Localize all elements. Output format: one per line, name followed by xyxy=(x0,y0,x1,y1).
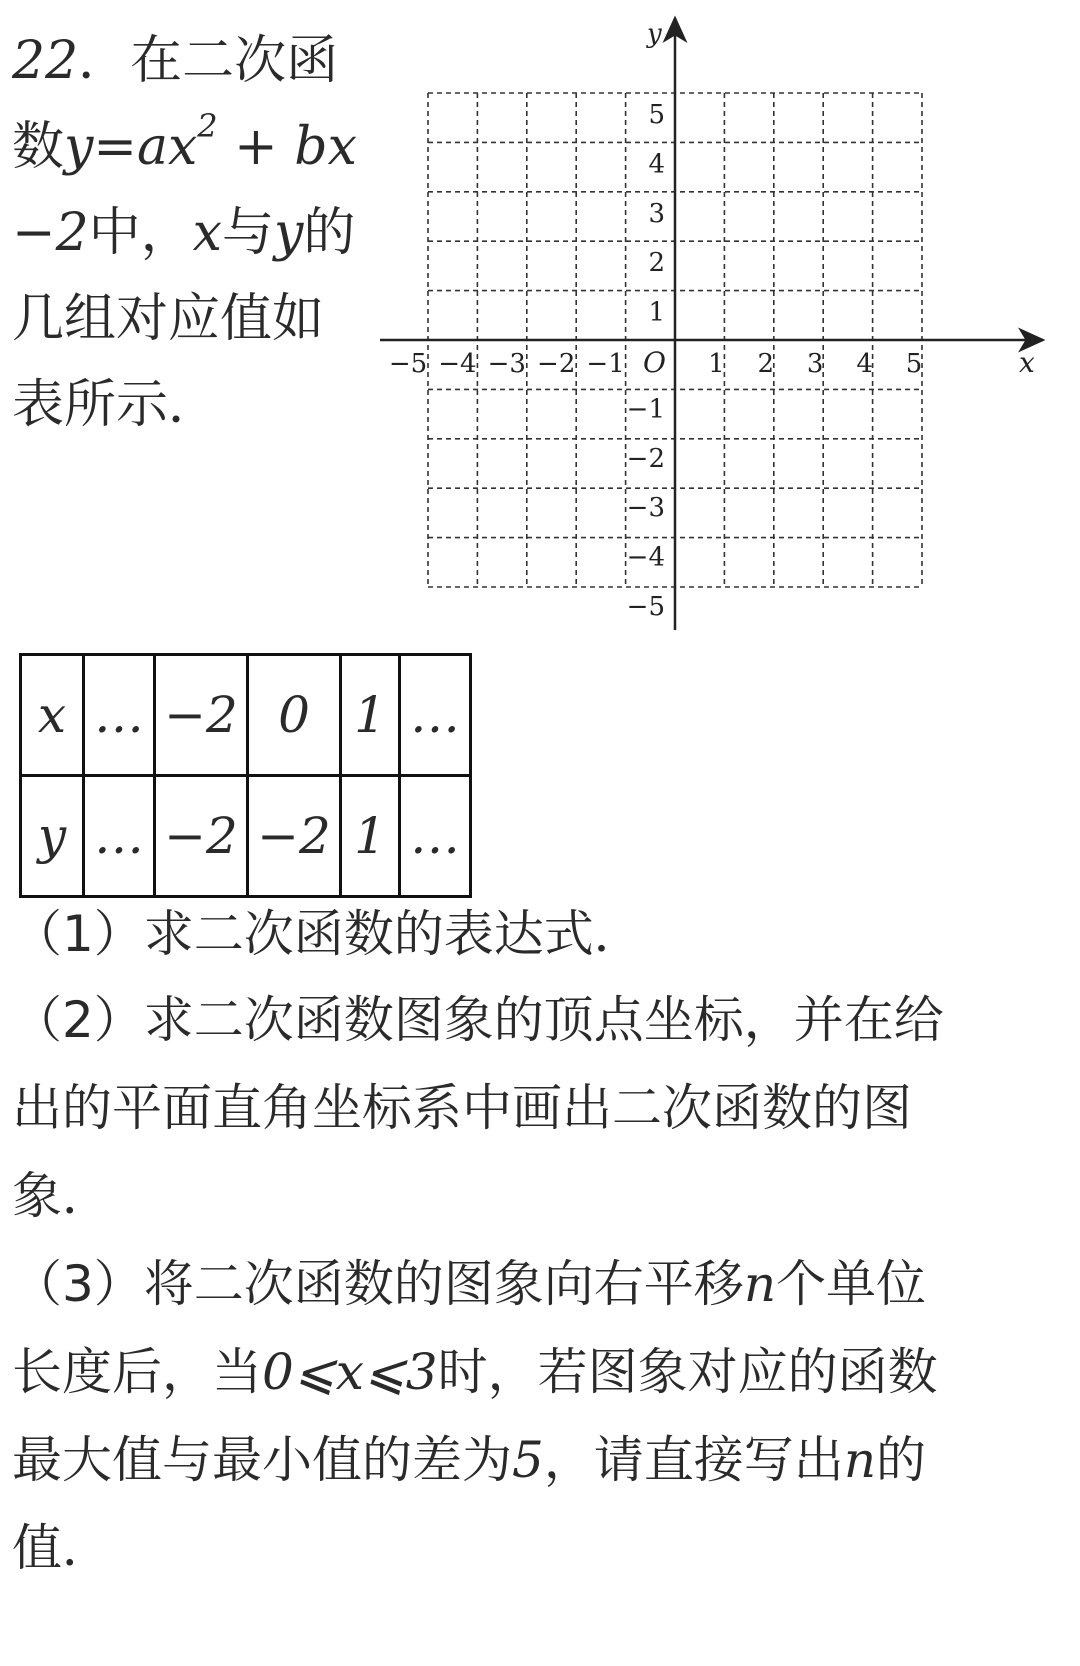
table-cell: −2 xyxy=(155,776,248,897)
table-cell: … xyxy=(400,776,471,897)
table-cell: 0 xyxy=(248,655,341,776)
x-tick-label: −1 xyxy=(586,349,625,379)
table-cell: … xyxy=(84,655,155,776)
table-cell: 1 xyxy=(341,655,400,776)
question-2: （2）求二次函数图象的顶点坐标，并在给 出的平面直角坐标系中画出二次函数的图 象． xyxy=(12,991,944,1225)
intro-line-1: 22．在二次函 xyxy=(12,31,339,91)
x-tick-label: 4 xyxy=(856,349,873,379)
problem-intro xyxy=(12,18,362,448)
y-tick-label: −2 xyxy=(626,443,665,474)
question-3: （3）将二次函数的图象向右平移n个单位 长度后，当0⩽x⩽3时，若图象对应的函数 最大值与最小值的差为5，请直接写出n的 值． xyxy=(12,1255,938,1577)
y-axis-label: y xyxy=(647,19,662,49)
x-tick-label: 1 xyxy=(708,349,725,379)
y-tick-label: 2 xyxy=(648,248,665,279)
table-cell: x xyxy=(21,655,84,776)
x-tick-label: −5 xyxy=(388,349,428,379)
table-cell: … xyxy=(84,776,155,897)
x-tick-label: 5 xyxy=(905,349,923,379)
y-tick-label: 3 xyxy=(648,198,665,229)
intro-line-3: −2中，x与y的 xyxy=(12,203,356,263)
y-tick-label: 4 xyxy=(648,149,665,180)
table-cell: −2 xyxy=(155,655,248,776)
y-tick-label: 1 xyxy=(648,297,665,328)
x-tick-label: −3 xyxy=(487,349,526,379)
y-tick-label: −1 xyxy=(626,394,665,425)
table-cell: −2 xyxy=(248,776,341,897)
x-tick-label: −2 xyxy=(537,349,576,379)
table-row-x xyxy=(21,655,471,776)
intro-line-2: 数$y=ax^2$ + bx xyxy=(12,107,357,177)
value-table xyxy=(19,653,472,898)
x-tick-label: 3 xyxy=(806,349,824,379)
intro-line-5: 表所示． xyxy=(12,375,221,435)
x-axis-label: x xyxy=(1019,346,1035,379)
origin-label: O xyxy=(643,346,666,379)
question-1: （1）求二次函数的表达式． xyxy=(12,905,644,963)
table-cell: 1 xyxy=(341,776,400,897)
y-tick-label: 5 xyxy=(648,100,665,130)
x-tick-label: 2 xyxy=(757,349,775,379)
coordinate-grid xyxy=(388,10,1045,650)
table-cell: y xyxy=(21,776,84,897)
y-tick-label: −4 xyxy=(626,542,665,573)
table-row-y xyxy=(21,776,471,897)
x-tick-label: −4 xyxy=(438,349,477,379)
y-tick-label: −3 xyxy=(626,493,665,524)
intro-line-4: 几组对应值如 xyxy=(12,289,325,349)
problem-number: 22 xyxy=(12,31,79,91)
table-cell: … xyxy=(400,655,471,776)
y-tick-label: −5 xyxy=(626,592,665,622)
